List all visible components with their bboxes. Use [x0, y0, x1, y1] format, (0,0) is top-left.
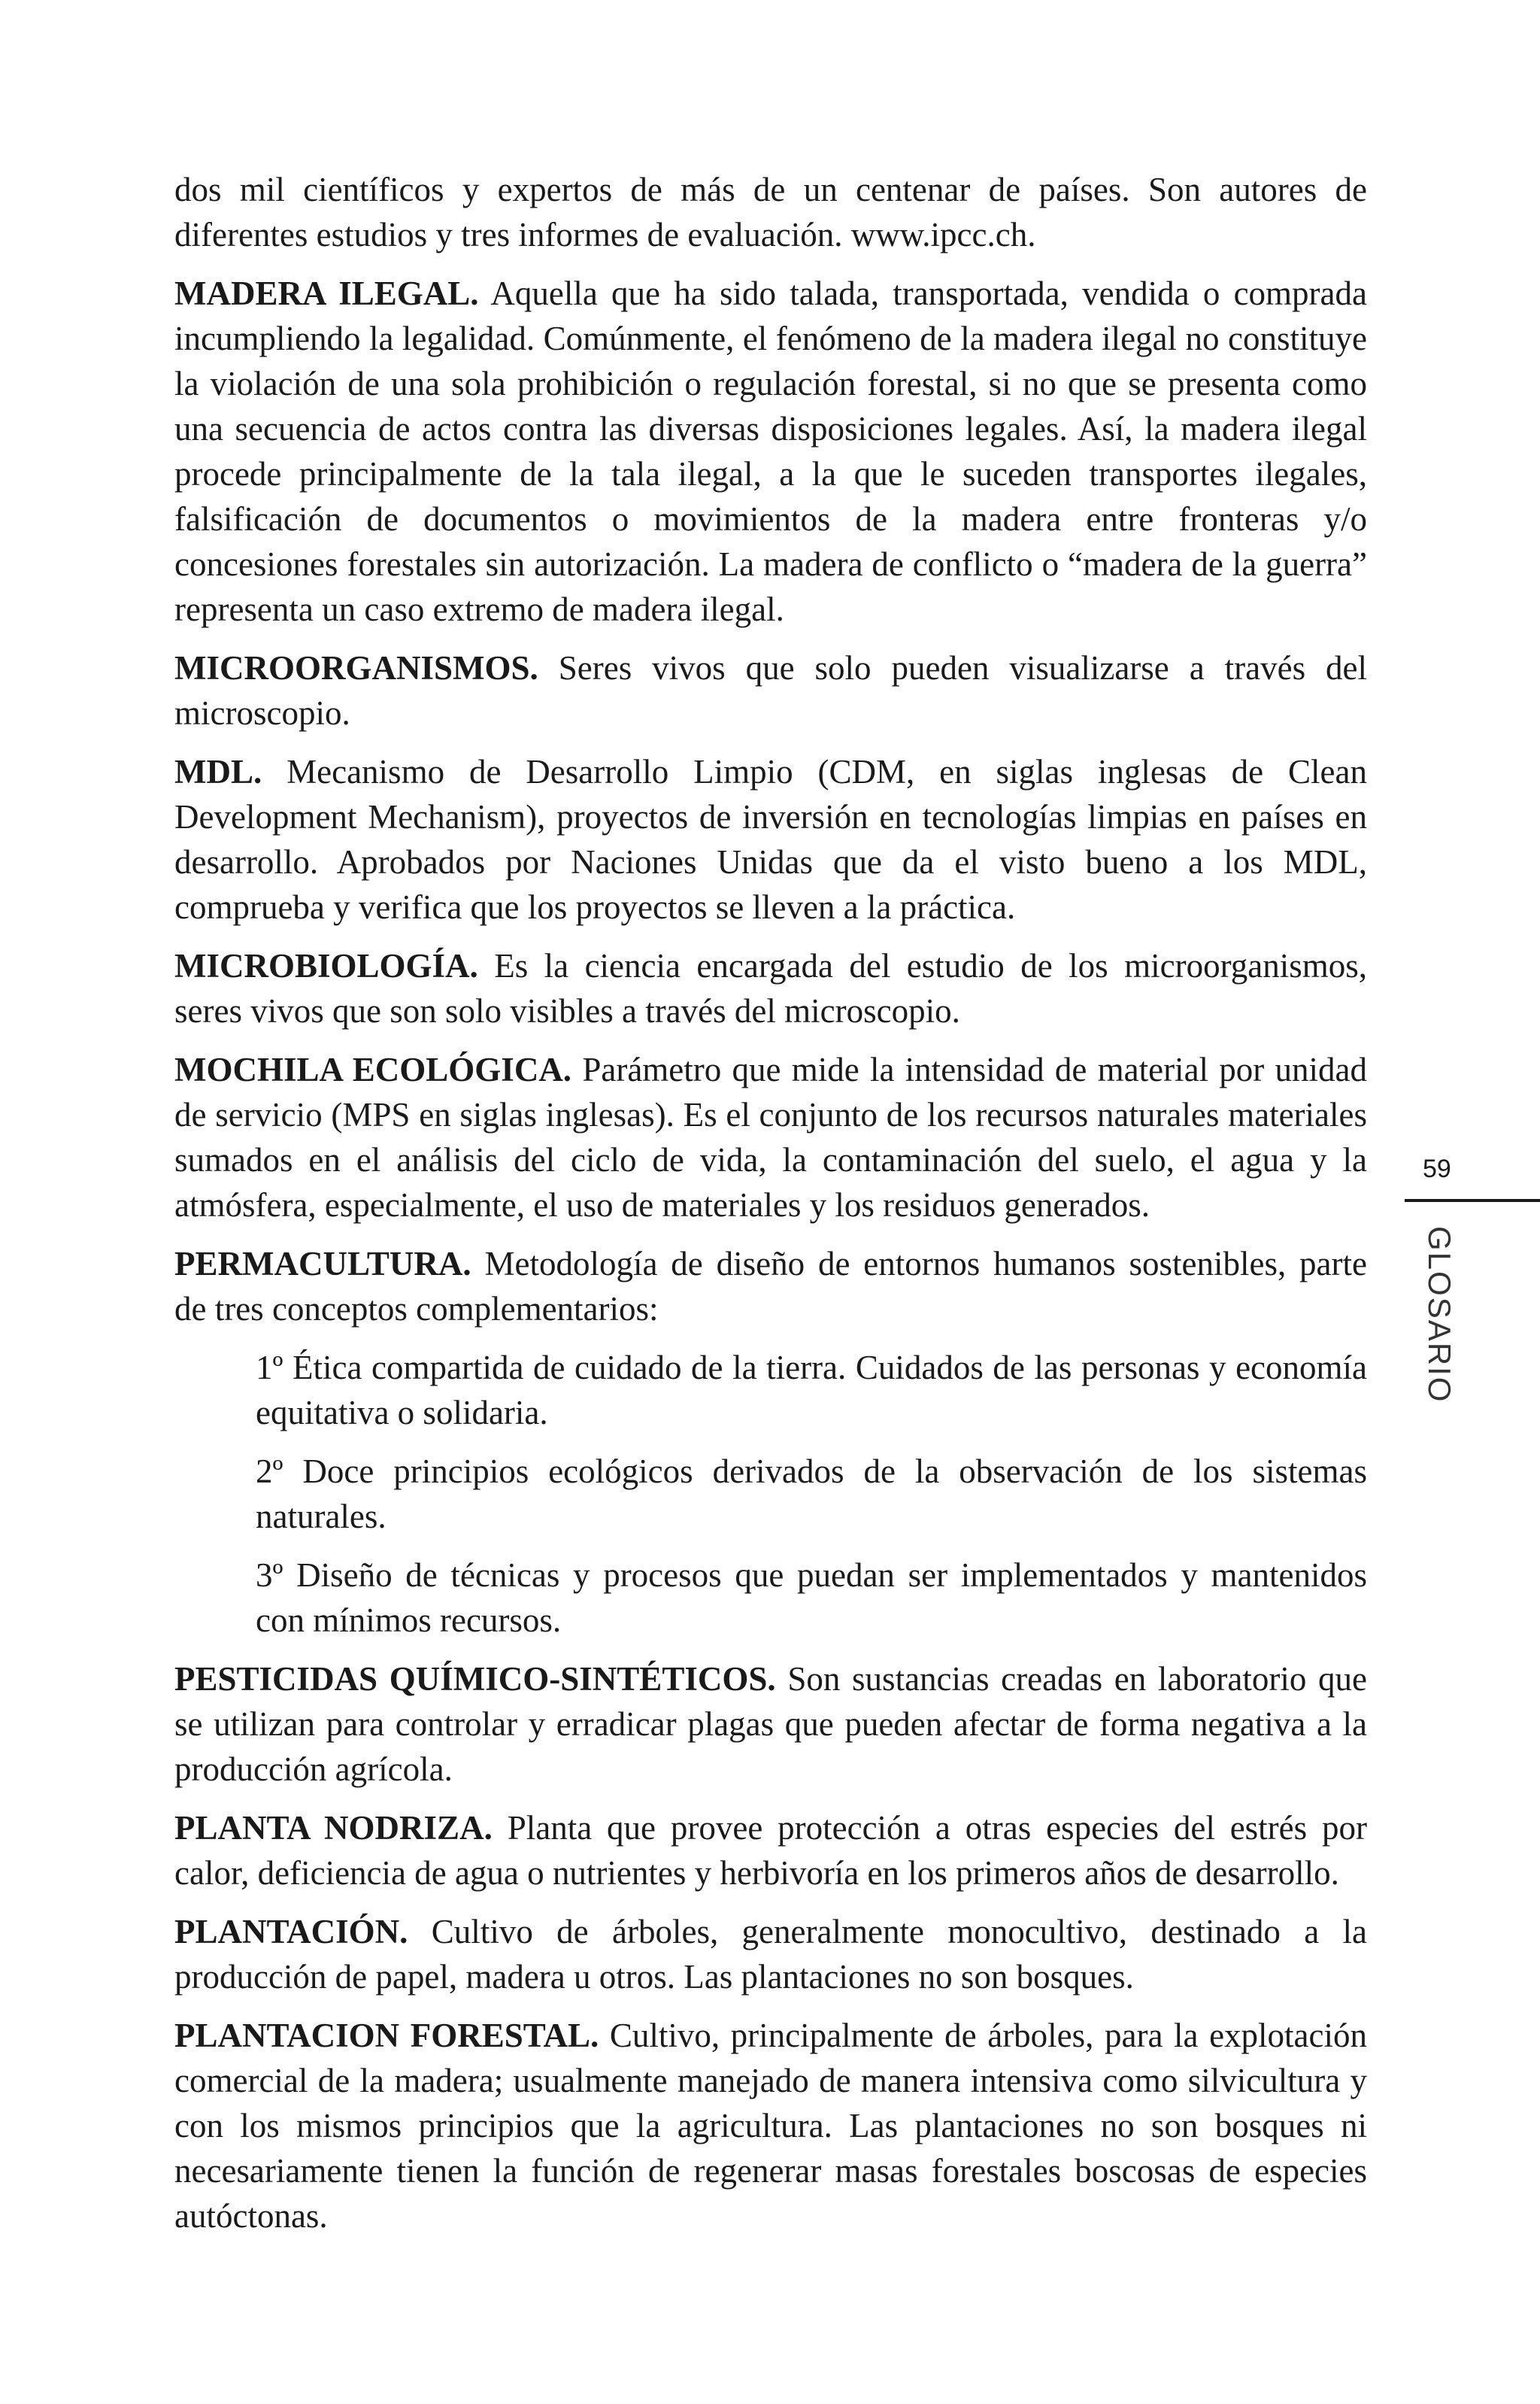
entry-term: MOCHILA ECOLÓGICA.: [174, 1051, 572, 1088]
glossary-entry-permacultura: [174, 1241, 1367, 1331]
entry-term: MICROORGANISMOS.: [174, 649, 538, 687]
permacultura-item: 3º Diseño de técnicas y procesos que puedan ser implementados y mantenidos con mínimos recursos.: [256, 1556, 1367, 1639]
entry-text: Parámetro que mide la intensidad de material por unidad de servicio (MPS en siglas inglesas). Es el conjunto de los recursos naturales materiales sumados en el análisis del ciclo de vida, la contaminación del suelo, el agua y la atmósfera, especialmente, el uso de materiales y los residuos generados.: [174, 1051, 1368, 1224]
glossary-entry-microbiologia: [174, 943, 1367, 1034]
entry-term: MDL.: [174, 753, 262, 791]
glossary-entry-ipcc-continuation: [174, 167, 1367, 257]
glossary-entry-plantacion-forestal: [174, 2013, 1367, 2239]
page-number: 59: [1423, 1155, 1451, 1183]
entry-text: Metodología de diseño de entornos humanos sostenibles, parte de tres conceptos complementarios:: [174, 1245, 1367, 1328]
permacultura-item: 2º Doce principios ecológicos derivados de la observación de los sistemas naturales.: [256, 1452, 1367, 1535]
entry-text: dos mil científicos y expertos de más de un centenar de países. Son autores de diferentes estudios y tres informes de evaluación. www.ipcc.ch.: [174, 171, 1367, 253]
entry-text: Mecanismo de Desarrollo Limpio (CDM, en siglas inglesas de Clean Development Mechanism), proyectos de inversión en tecnologías limpias en países en desarrollo. Aprobados por Naciones Unidas que da el visto bueno a los MDL, comprueba y verifica que los proyectos se lleven a la práctica.: [174, 753, 1367, 926]
glossary-entry-microorganismos: [174, 645, 1367, 736]
glossary-entry-planta-nodriza: [174, 1805, 1367, 1896]
entry-text: Aquella que ha sido talada, transportada, vendida o comprada incumpliendo la legalidad. Comúnmente, el fenómeno de la madera ilegal no constituye la violación de una sola prohibición o regulación forestal, si no que se presenta como una secuencia de actos contra las diversas disposiciones legales. Así, la madera ilegal procede principalmente de la tala ilegal, a la que le suceden transportes ilegales, falsificación de documentos o movimientos de la madera entre fronteras y/o concesiones forestales sin autorización. La madera de conflicto o “madera de la guerra” representa un caso extremo de madera ilegal.: [174, 275, 1367, 628]
entry-term: PLANTACION FORESTAL.: [174, 2017, 599, 2054]
glossary-text: [174, 167, 1367, 2252]
glossary-entry-madera-ilegal: [174, 271, 1367, 632]
glossary-entry-mdl: [174, 749, 1367, 930]
glossary-entry-plantacion: [174, 1909, 1367, 1999]
permacultura-item: 1º Ética compartida de cuidado de la tierra. Cuidados de las personas y economía equitativa o solidaria.: [256, 1349, 1367, 1431]
glossary-entry-pesticidas: [174, 1656, 1367, 1792]
entry-term: PERMACULTURA.: [174, 1245, 471, 1282]
entry-term: PLANTACIÓN.: [174, 1913, 408, 1950]
entry-term: MICROBIOLOGÍA.: [174, 947, 478, 985]
entry-text: Planta que provee protección a otras especies del estrés por calor, deficiencia de agua o nutrientes y herbivoría en los primeros años de desarrollo.: [174, 1809, 1367, 1892]
entry-term: MADERA ILEGAL.: [174, 275, 479, 312]
entry-text: Cultivo, principalmente de árboles, para la explotación comercial de la madera; usualmente manejado de manera intensiva como silvicultura y con los mismos principios que la agricultura. Las plantaciones no son bosques ni necesariamente tienen la función de regenerar masas forestales boscosas de especies autóctonas.: [174, 2017, 1367, 2235]
entry-text: Seres vivos que solo pueden visualizarse a través del microscopio.: [174, 649, 1368, 732]
entry-term: PLANTA NODRIZA.: [174, 1809, 493, 1847]
sidebar-divider: [1405, 1199, 1540, 1202]
entry-text: Son sustancias creadas en laboratorio que se utilizan para controlar y erradicar plagas que pueden afectar de forma negativa a la producción agrícola.: [174, 1660, 1368, 1788]
glossary-entry-mochila-ecologica: [174, 1047, 1367, 1228]
section-label: GLOSARIO: [1422, 1226, 1457, 1404]
entry-text: Es la ciencia encargada del estudio de los microorganismos, seres vivos que son solo visibles a través del microscopio.: [174, 947, 1367, 1030]
entry-term: PESTICIDAS QUÍMICO-SINTÉTICOS.: [174, 1660, 776, 1698]
entry-text: Cultivo de árboles, generalmente monocultivo, destinado a la producción de papel, madera u otros. Las plantaciones no son bosques.: [174, 1913, 1367, 1996]
